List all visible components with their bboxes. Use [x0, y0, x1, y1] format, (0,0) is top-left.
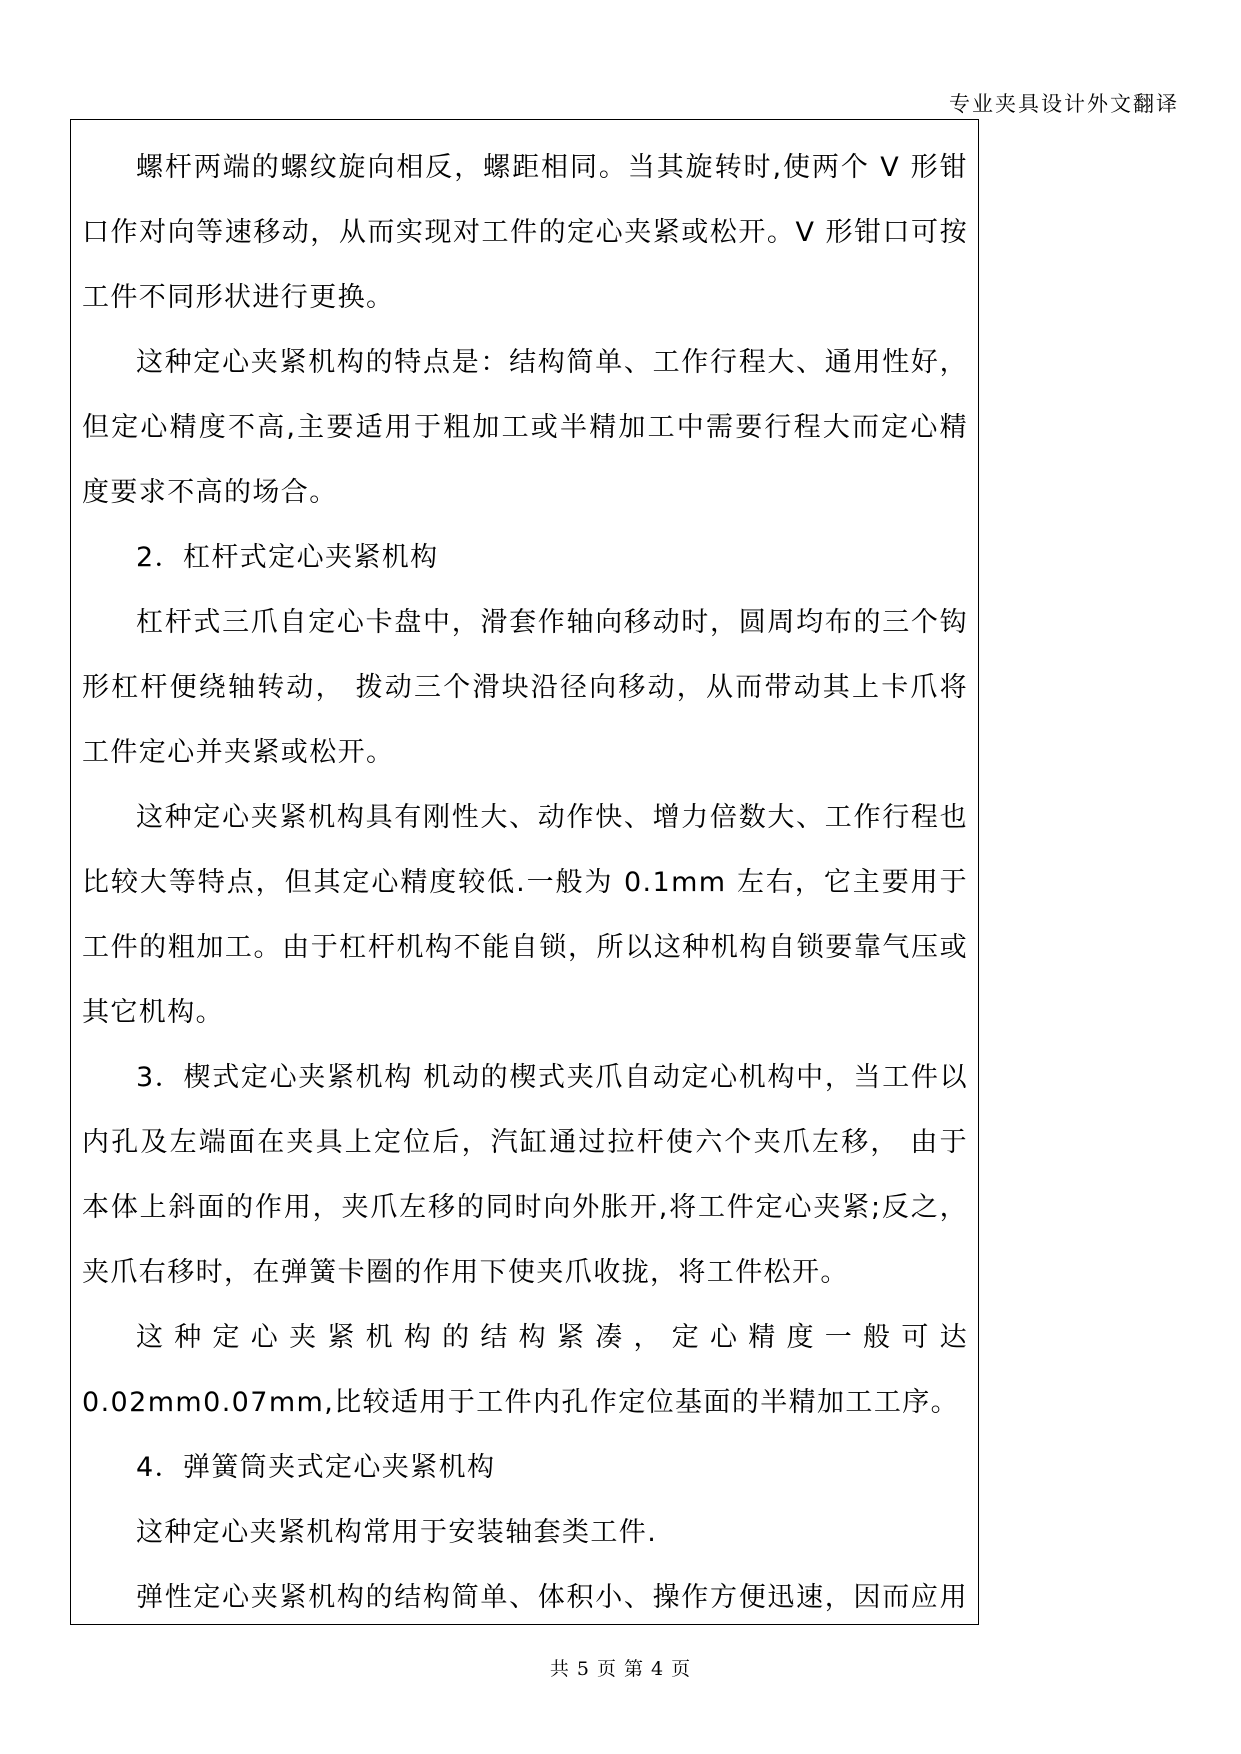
document-header-title: 专业夹具设计外文翻译 — [949, 92, 1179, 116]
heading-lever-mechanism: 2．杠杆式定心夹紧机构 — [136, 542, 439, 573]
paragraph-lever-features: 这种定心夹紧机构具有刚性大、动作快、增力倍数大、工作行程也比较大等特点，但其定心精度较低.一般为 0.1mm 左右，它主要用于工件的粗加工。由于杠杆机构不能自锁，所以这种机构自锁要靠气压或其它机构。 — [82, 802, 968, 1028]
content-frame — [70, 119, 979, 1625]
paragraph-lever-chuck: 杠杆式三爪自定心卡盘中，滑套作轴向移动时，圆周均布的三个钩形杠杆便绕轴转动， 拨动三个滑块沿径向移动，从而带动其上卡爪将工件定心并夹紧或松开。 — [82, 607, 968, 768]
paragraph-screw-jaws: 螺杆两端的螺纹旋向相反，螺距相同。当其旋转时,使两个 V 形钳口作对向等速移动，从而实现对工件的定心夹紧或松开。V 形钳口可按工件不同形状进行更换。 — [82, 152, 968, 313]
paragraph-screw-features: 这种定心夹紧机构的特点是：结构简单、工作行程大、通用性好，但定心精度不高,主要适用于粗加工或半精加工中需要行程大而定心精度要求不高的场合。 — [82, 347, 968, 508]
page-number-footer: 共 5 页 第 4 页 — [549, 1658, 692, 1680]
heading-spring-collet: 4．弹簧筒夹式定心夹紧机构 — [136, 1452, 496, 1483]
paragraph-collet-usage: 这种定心夹紧机构常用于安装轴套类工件. — [136, 1517, 658, 1548]
paragraph-wedge-mechanism: 3．楔式定心夹紧机构 机动的楔式夹爪自动定心机构中，当工件以内孔及左端面在夹具上定位后，汽缸通过拉杆使六个夹爪左移， 由于本体上斜面的作用，夹爪左移的同时向外胀开,将工件定心夹紧;反之，夹爪右移时，在弹簧卡圈的作用下使夹爪收拢，将工件松开。 — [82, 1062, 968, 1288]
paragraph-wedge-features: 这种定心夹紧机构的结构紧凑，定心精度一般可达 0.02mm0.07mm,比较适用于工件内孔作定位基面的半精加工工序。 — [82, 1322, 968, 1418]
paragraph-elastic-features: 弹性定心夹紧机构的结构简单、体积小、操作方便迅速，因而应用 — [136, 1582, 968, 1613]
